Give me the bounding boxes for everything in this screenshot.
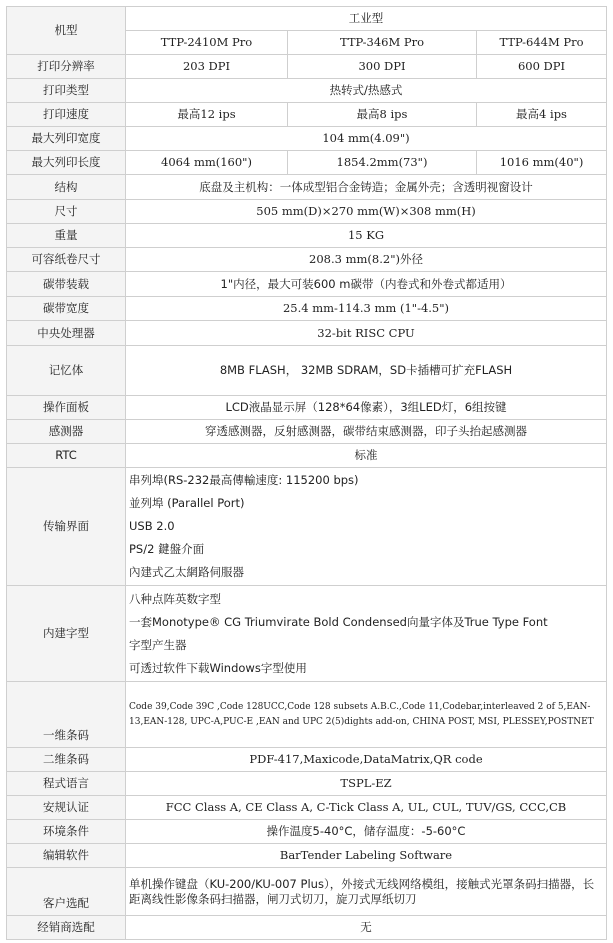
cpu-label: 中央处理器: [7, 321, 126, 346]
barcode-1d-value: Code 39,Code 39C ,Code 128UCC,Code 128 subsets A.B.C.,Code 11,Codebar,interleaved 2 of 5,EAN-13,EAN-128, UPC-A,PUC-E ,EAN and UPC 2(5)dights add-on, CHINA POST, MSI, PLESSEY,POSTNET: [126, 682, 607, 748]
fonts-list: [126, 586, 607, 682]
font-line: 八种点阵英数字型: [129, 591, 221, 606]
options-label: 客户选配: [7, 868, 126, 916]
interface-line: PS/2 鍵盤介面: [129, 542, 205, 556]
memory-label: 记忆体: [7, 346, 126, 396]
certification-value: FCC Class A, CE Class A, C-Tick Class A, UL, CUL, TUV/GS, CCC,CB: [126, 796, 607, 820]
print-speed-3: 最高4 ips: [477, 103, 607, 127]
print-type-label: 打印类型: [7, 79, 126, 103]
software-value: BarTender Labeling Software: [126, 844, 607, 868]
max-length-3: 1016 mm(40"): [477, 151, 607, 175]
resolution-label: 打印分辨率: [7, 55, 126, 79]
spec-table: [6, 6, 607, 940]
barcode-2d-label: 二维条码: [7, 748, 126, 772]
software-label: 编辑软件: [7, 844, 126, 868]
structure-label: 结构: [7, 175, 126, 200]
language-label: 程式语言: [7, 772, 126, 796]
model-2: TTP-346M Pro: [288, 31, 477, 55]
weight-value: 15 KG: [126, 224, 607, 248]
dealer-options-value: 无: [126, 916, 607, 940]
dealer-options-label: 经销商选配: [7, 916, 126, 940]
model-label: 机型: [7, 7, 126, 55]
cpu-value: 32-bit RISC CPU: [126, 321, 607, 346]
resolution-1: 203 DPI: [126, 55, 288, 79]
rtc-value: 标准: [126, 444, 607, 468]
structure-value: 底盘及主机构：一体成型铝合金铸造；金属外壳；含透明视窗设计: [126, 175, 607, 200]
environment-label: 环境条件: [7, 820, 126, 844]
rtc-label: RTC: [7, 444, 126, 468]
max-width-label: 最大列印宽度: [7, 127, 126, 151]
roll-size-label: 可容纸卷尺寸: [7, 248, 126, 272]
interfaces-list: [126, 468, 607, 586]
max-length-1: 4064 mm(160"): [126, 151, 288, 175]
font-line: 一套Monotype® CG Triumvirate Bold Condensed向量字体及True Type Font: [129, 614, 548, 629]
print-speed-1: 最高12 ips: [126, 103, 288, 127]
model-3: TTP-644M Pro: [477, 31, 607, 55]
ribbon-load-label: 碳带装载: [7, 272, 126, 297]
barcode-2d-value: PDF-417,Maxicode,DataMatrix,QR code: [126, 748, 607, 772]
category-cell: 工业型: [126, 7, 607, 31]
model-1: TTP-2410M Pro: [126, 31, 288, 55]
sensors-value: 穿透感测器，反射感测器，碳带结束感测器，印子头抬起感测器: [126, 420, 607, 444]
interface-line: 串列埠(RS-232最高傳輸速度: 115200 bps): [129, 473, 359, 487]
ribbon-width-label: 碳带宽度: [7, 297, 126, 321]
memory-value: 8MB FLASH， 32MB SDRAM，SD卡插槽可扩充FLASH: [126, 346, 607, 396]
print-type-value: 热转式/热感式: [126, 79, 607, 103]
panel-label: 操作面板: [7, 396, 126, 420]
weight-label: 重量: [7, 224, 126, 248]
resolution-3: 600 DPI: [477, 55, 607, 79]
panel-value: LCD液晶显示屏（128*64像素），3组LED灯，6组按键: [126, 396, 607, 420]
dimensions-value: 505 mm(D)×270 mm(W)×308 mm(H): [126, 200, 607, 224]
interface-line: USB 2.0: [129, 519, 175, 533]
ribbon-load-value: 1"内径，最大可装600 m碳带（内卷式和外卷式都适用）: [126, 272, 607, 297]
options-value: 单机操作键盘（KU-200/KU-007 Plus），外接式无线网络模组，接触式光罩条码扫描器，长距离线性影像条码扫描器，闸刀式切刀，旋刀式厚纸切刀: [126, 868, 607, 916]
sensors-label: 感测器: [7, 420, 126, 444]
dimensions-label: 尺寸: [7, 200, 126, 224]
resolution-2: 300 DPI: [288, 55, 477, 79]
font-line: 可透过软件下载Windows字型使用: [129, 660, 307, 675]
ribbon-width-value: 25.4 mm-114.3 mm (1"-4.5"): [126, 297, 607, 321]
print-speed-2: 最高8 ips: [288, 103, 477, 127]
font-line: 字型产生器: [129, 637, 187, 652]
certification-label: 安规认证: [7, 796, 126, 820]
print-speed-label: 打印速度: [7, 103, 126, 127]
interface-line: 並列埠 (Parallel Port): [129, 496, 245, 510]
interface-line: 內建式乙太網路伺服器: [129, 565, 244, 579]
interfaces-label: 传输界面: [7, 468, 126, 586]
max-width-value: 104 mm(4.09"): [126, 127, 607, 151]
max-length-2: 1854.2mm(73"): [288, 151, 477, 175]
max-length-label: 最大列印长度: [7, 151, 126, 175]
barcode-1d-label: 一维条码: [7, 682, 126, 748]
language-value: TSPL-EZ: [126, 772, 607, 796]
roll-size-value: 208.3 mm(8.2")外径: [126, 248, 607, 272]
fonts-label: 内建字型: [7, 586, 126, 682]
environment-value: 操作温度5-40°C，储存温度：-5-60°C: [126, 820, 607, 844]
